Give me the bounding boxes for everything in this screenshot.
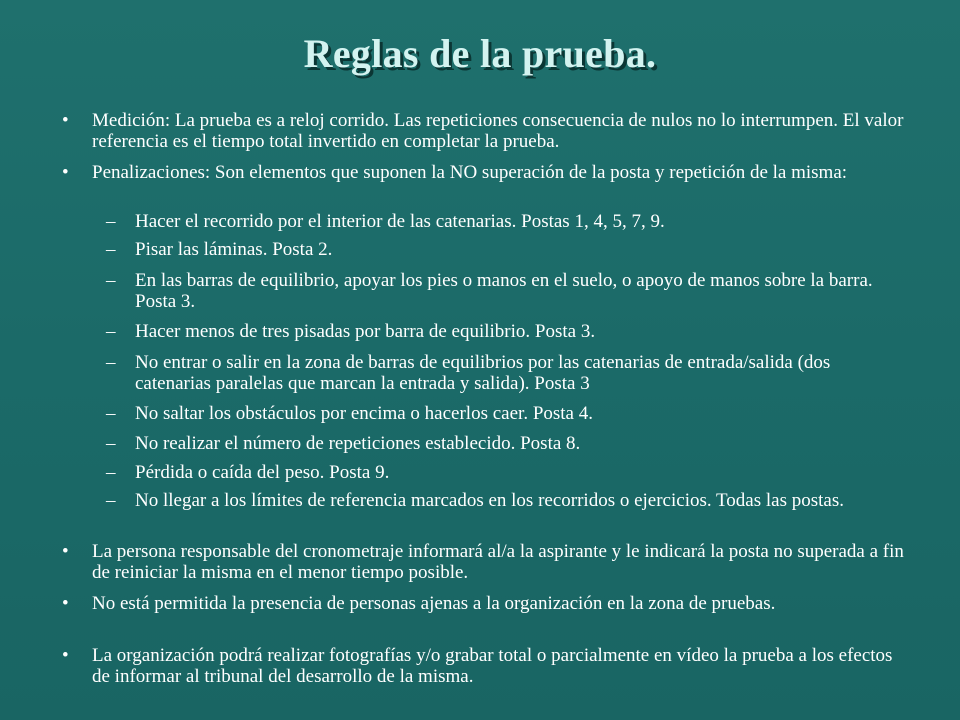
bullet-marker: • xyxy=(62,541,69,562)
subitem-catenarias: Hacer el recorrido por el interior de las catenarias. Postas 1, 4, 5, 7, 9. xyxy=(135,211,665,232)
subitem-pisadas: Hacer menos de tres pisadas por barra de equilibrio. Posta 3. xyxy=(135,321,596,342)
bullet-marker: • xyxy=(62,593,69,614)
bullet-penalizaciones: Penalizaciones: Son elementos que suponen la NO superación de la posta y repetición de la misma: xyxy=(92,162,848,183)
subitem-barras-apoyo: En las barras de equilibrio, apoyar los pies o manos en el suelo, o apoyo de manos sobre la barra. Posta 3. xyxy=(135,270,873,312)
dash-marker: – xyxy=(106,403,116,424)
dash-marker: – xyxy=(106,490,116,511)
dash-marker: – xyxy=(106,321,116,342)
bullet-fotografias: La organización podrá realizar fotografías y/o grabar total o parcialmente en vídeo la prueba a los efectos de informar al tribunal del desarrollo de la misma. xyxy=(92,645,893,687)
subitem-laminas: Pisar las láminas. Posta 2. xyxy=(135,239,333,260)
subitem-peso: Pérdida o caída del peso. Posta 9. xyxy=(135,462,390,483)
bullet-marker: • xyxy=(62,162,69,183)
subitem-limites: No llegar a los límites de referencia marcados en los recorridos o ejercicios. Todas las postas. xyxy=(135,490,844,511)
subitem-entrada-salida: No entrar o salir en la zona de barras de equilibrios por las catenarias de entrada/salida (dos catenarias paralelas que marcan la entrada y salida). Posta 3 xyxy=(135,352,831,394)
bullet-cronometraje: La persona responsable del cronometraje informará al/a la aspirante y le indicará la posta no superada a fin de reiniciar la misma en el menor tiempo posible. xyxy=(92,541,904,583)
slide-title: Reglas de la prueba. xyxy=(303,31,657,76)
dash-marker: – xyxy=(106,211,116,232)
bullet-medicion: Medición: La prueba es a reloj corrido. Las repeticiones consecuencia de nulos no lo interrumpen. El valor referencia es el tiempo total invertido en completar la prueba. xyxy=(92,110,904,152)
dash-marker: – xyxy=(106,462,116,483)
subitem-obstaculos: No saltar los obstáculos por encima o hacerlos caer. Posta 4. xyxy=(135,403,593,424)
dash-marker: – xyxy=(106,433,116,454)
dash-marker: – xyxy=(106,239,116,260)
bullet-personas-ajenas: No está permitida la presencia de personas ajenas a la organización en la zona de pruebas. xyxy=(92,593,776,614)
dash-marker: – xyxy=(106,352,116,373)
bullet-marker: • xyxy=(62,110,69,131)
dash-marker: – xyxy=(106,270,116,291)
bullet-marker: • xyxy=(62,645,69,666)
subitem-repeticiones: No realizar el número de repeticiones establecido. Posta 8. xyxy=(135,433,581,454)
